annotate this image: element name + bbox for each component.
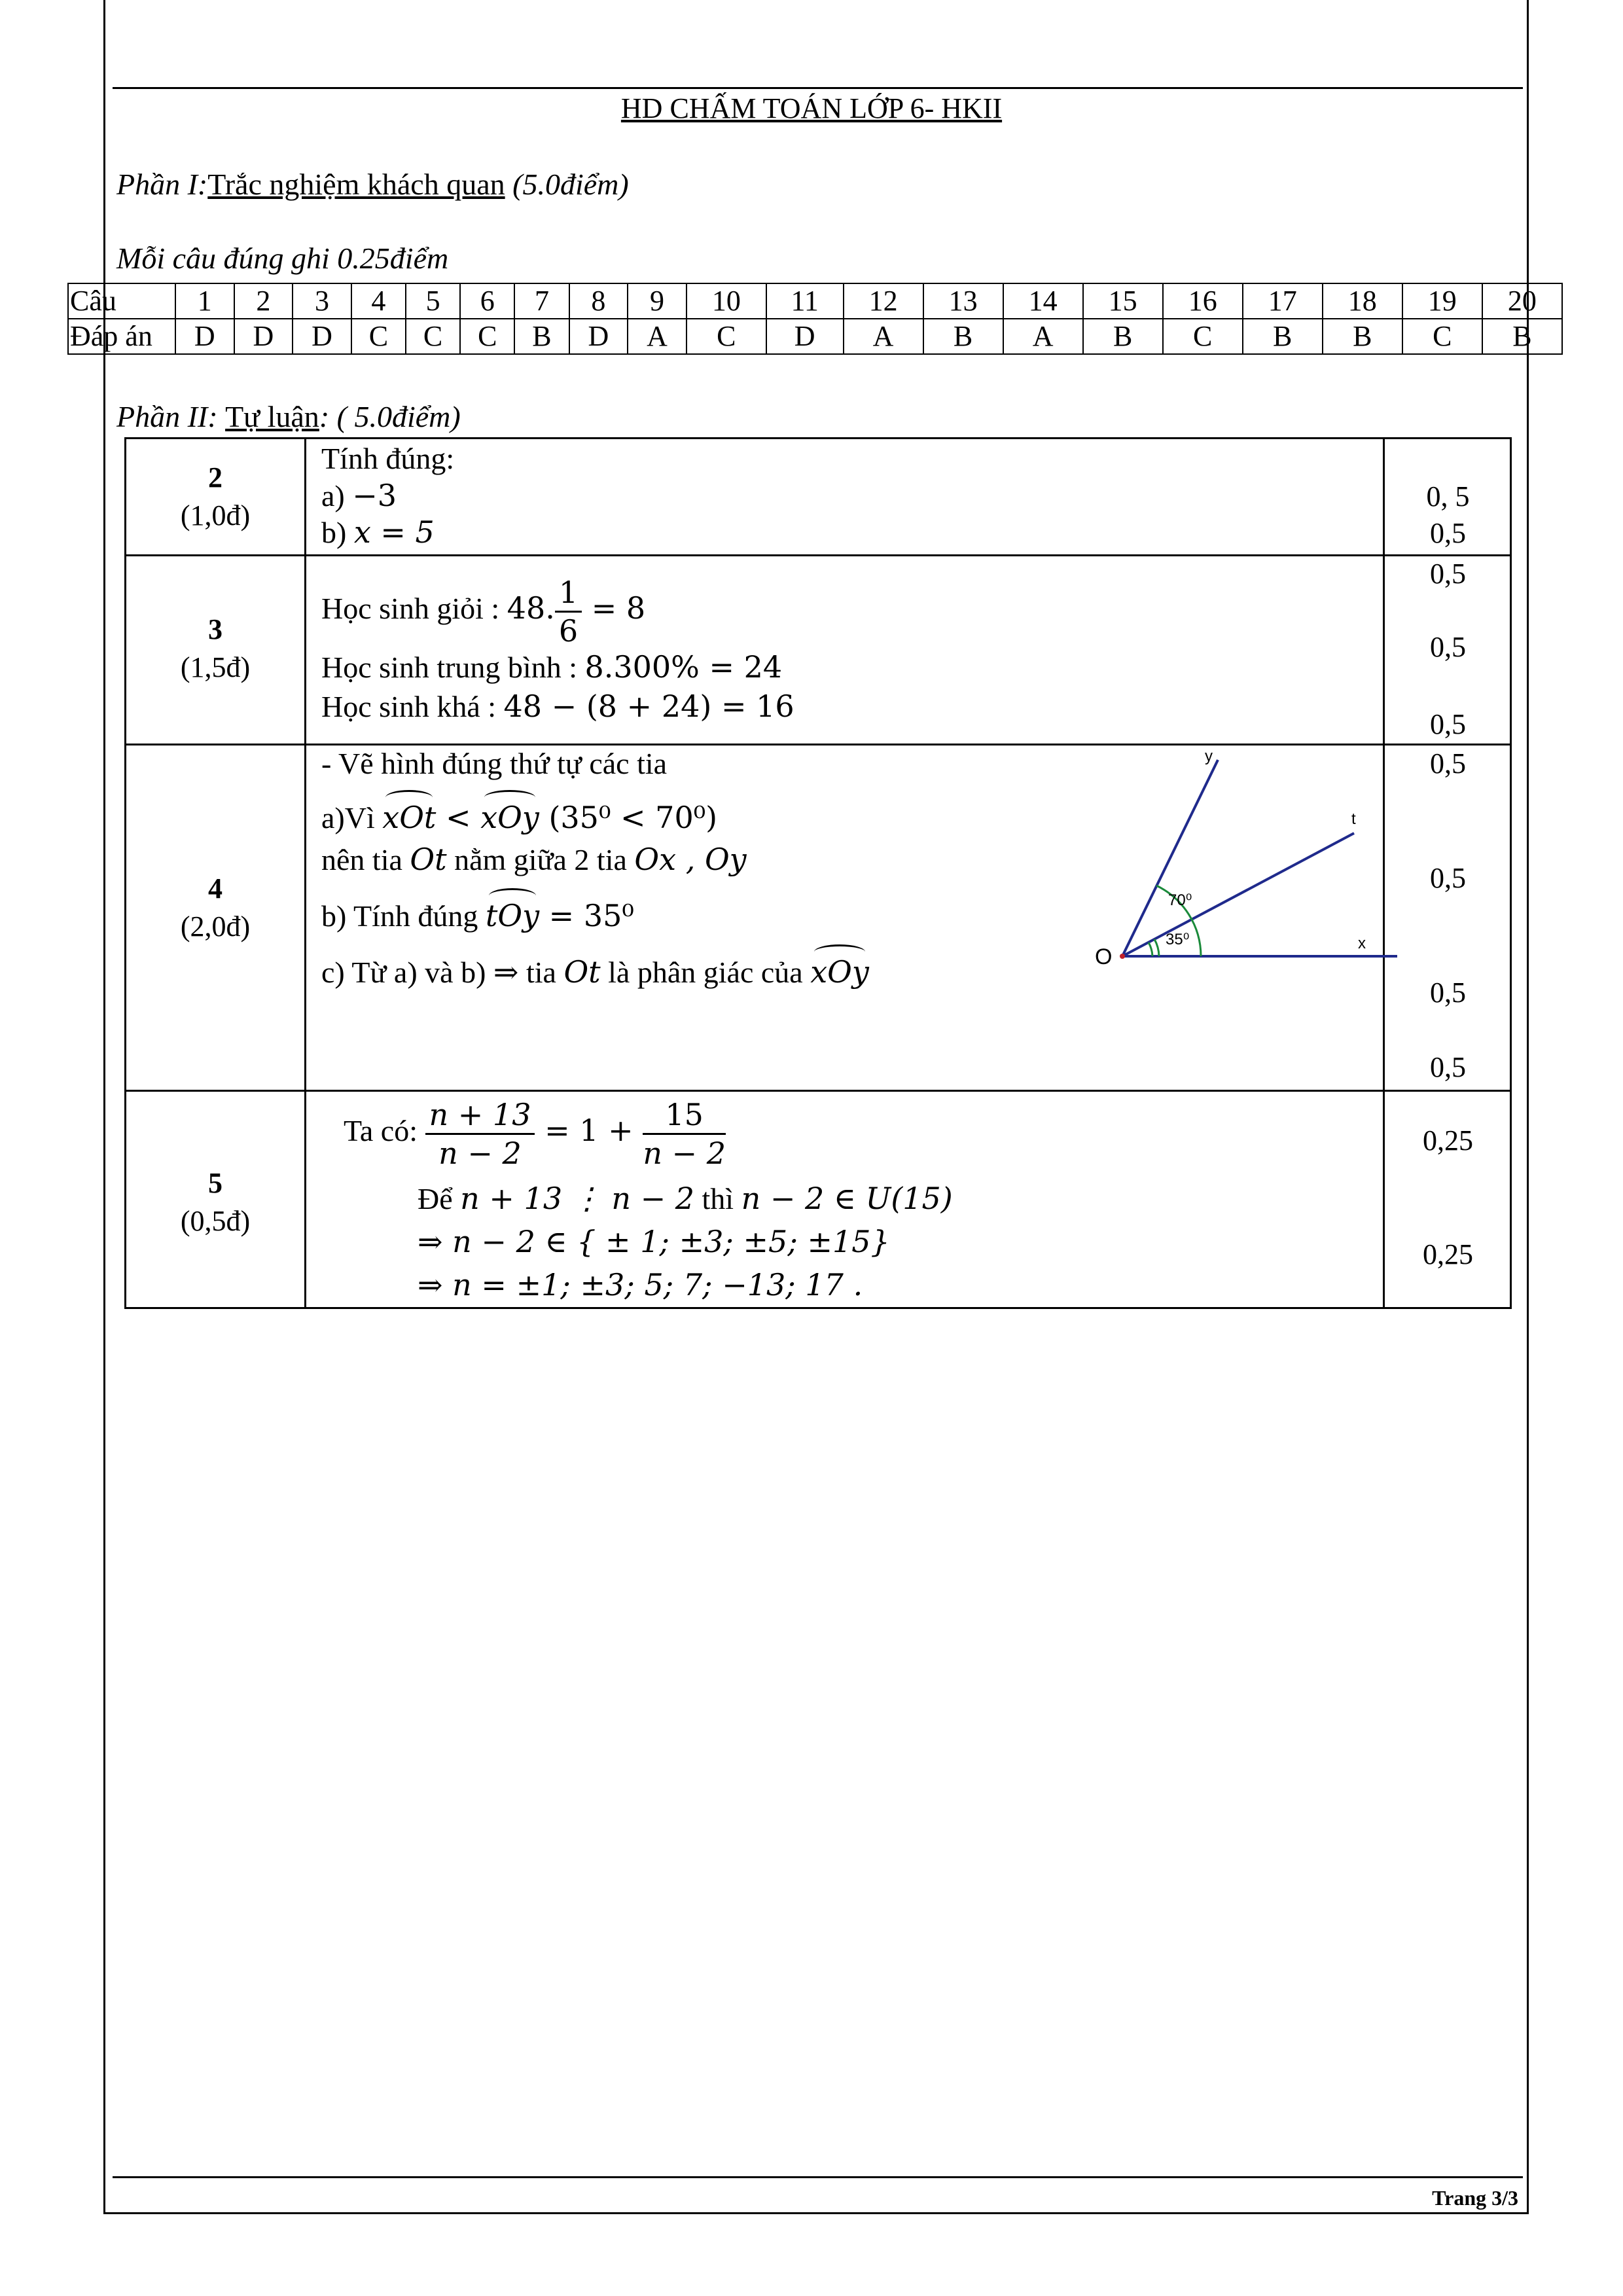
q5-points-1: 0,25 [1423, 1124, 1473, 1157]
question-number-cell: 11 [766, 283, 844, 319]
q5-line-result: ⇒ n = ±1; ±3; 5; 7; −13; 17 . [418, 1267, 863, 1302]
question-number-cell: 12 [844, 283, 923, 319]
footer-rule [113, 2176, 1523, 2178]
answer-cell: B [1323, 319, 1402, 354]
label-o: O [1095, 944, 1113, 969]
question-number-cell: 5 [406, 283, 460, 319]
answer-cell: D [234, 319, 293, 354]
q3-line-average: Học sinh trung bình : 8.300% = 24 [321, 649, 783, 685]
answer-cell: C [460, 319, 514, 354]
question-number-cell: 16 [1163, 283, 1243, 319]
column-divider [304, 439, 306, 1307]
answer-cell: B [1482, 319, 1562, 354]
q5-line-set: ⇒ n − 2 ∈ { ± 1; ±3; ±5; ±15} [418, 1224, 890, 1259]
q2-intro: Tính đúng: [321, 442, 455, 475]
question-4-cell: 4 (2,0đ) [180, 872, 251, 942]
page-number: Trang 3/3 [1432, 2186, 1518, 2210]
question-5-cell: 5 (0,5đ) [180, 1167, 251, 1237]
q2-part-a: a) −3 [321, 478, 397, 513]
question-number-cell: 17 [1243, 283, 1323, 319]
q4-line-draw: - Vẽ hình đúng thứ tự các tia [321, 747, 668, 780]
q4-points-1: 0,5 [1430, 747, 1466, 780]
question-number-cell: 8 [569, 283, 628, 319]
answer-cell: C [351, 319, 406, 354]
question-number-cell: 10 [687, 283, 766, 319]
angle-figure [1095, 747, 1422, 982]
q5-points-2: 0,25 [1423, 1238, 1473, 1270]
answer-cell: A [628, 319, 687, 354]
q4-line-c: c) Từ a) và b) ⇒ tia Ot là phân giác của xOy [321, 944, 869, 991]
q3-points-3: 0,5 [1430, 708, 1466, 740]
question-number-cell: 3 [293, 283, 351, 319]
row-divider [126, 1090, 1510, 1092]
answer-cell: B [1243, 319, 1323, 354]
q4-line-b: b) Tính đúng tOy = 35⁰ [321, 888, 634, 935]
angle-arc-xot [1154, 939, 1159, 956]
label-angle-35: 35⁰ [1166, 931, 1190, 948]
ray-ot [1122, 833, 1354, 956]
answer-cell: D [175, 319, 234, 354]
q4-points-3: 0,5 [1430, 977, 1466, 1009]
answer-cell: C [1163, 319, 1243, 354]
question-number-cell: 6 [460, 283, 514, 319]
row-label-question: Câu [68, 283, 175, 319]
angle-arc-xot-inner [1149, 942, 1152, 956]
question-3-cell: 3 (1,5đ) [180, 613, 251, 683]
question-2-cell: 2 (1,0đ) [180, 461, 251, 531]
q3-points-1: 0,5 [1430, 558, 1466, 590]
q4-points-2: 0,5 [1430, 862, 1466, 894]
answer-cell: C [687, 319, 766, 354]
question-number-cell: 7 [514, 283, 569, 319]
label-angle-70: 70⁰ [1168, 891, 1192, 909]
question-number-row [68, 283, 1562, 319]
answer-row [68, 319, 1562, 354]
q4-points-4: 0,5 [1430, 1051, 1466, 1083]
answer-table [67, 283, 1563, 355]
q5-line-identity: Ta có: $\frac{n + 13}{n - 2}$ = 1 + $\frac{15}{n - 2}$ [344, 1097, 726, 1171]
question-number-cell: 13 [923, 283, 1003, 319]
answer-cell: B [1083, 319, 1163, 354]
part1-heading: Phần I:Trắc nghiệm khách quan (5.0điểm) [116, 168, 629, 201]
question-number-cell: 19 [1402, 283, 1482, 319]
row-label-answer: Đáp án [68, 319, 175, 354]
label-y: y [1205, 747, 1213, 765]
answer-cell: A [1003, 319, 1083, 354]
q3-line-good: Học sinh giỏi : 48. $\frac{1}{6}$ = 8 [321, 575, 646, 649]
answer-cell: C [1402, 319, 1482, 354]
part1-note: Mỗi câu đúng ghi 0.25điểm [116, 242, 449, 275]
answer-cell: D [293, 319, 351, 354]
question-number-cell: 2 [234, 283, 293, 319]
answer-cell: B [514, 319, 569, 354]
essay-grading-table [124, 437, 1512, 1309]
question-number-cell: 20 [1482, 283, 1562, 319]
q5-line-divisible: Để n + 13 ⋮ n − 2 thì n − 2 ∈ U(15) [418, 1181, 953, 1216]
q4-line-a: a)Vì xOt < xOy (35⁰ < 70⁰) [321, 790, 717, 836]
bottom-rule [103, 2212, 1529, 2214]
label-t: t [1351, 810, 1356, 828]
question-number-cell: 15 [1083, 283, 1163, 319]
row-divider [126, 554, 1510, 556]
q2-points-a: 0, 5 [1426, 480, 1470, 512]
q3-line-fair: Học sinh khá : 48 − (8 + 24) = 16 [321, 689, 794, 724]
answer-cell: D [766, 319, 844, 354]
question-number-cell: 18 [1323, 283, 1402, 319]
q3-points-2: 0,5 [1430, 631, 1466, 663]
question-number-cell: 1 [175, 283, 234, 319]
question-number-cell: 9 [628, 283, 687, 319]
q4-line-between: nên tia Ot nằm giữa 2 tia Ox , Oy [321, 842, 747, 877]
question-number-cell: 4 [351, 283, 406, 319]
header-rule [113, 87, 1523, 89]
label-x: x [1358, 935, 1366, 952]
page-title: HD CHẤM TOÁN LỚP 6- HKII [620, 92, 1003, 124]
answer-cell: A [844, 319, 923, 354]
ray-oy [1122, 760, 1218, 956]
q2-part-b: b) x = 5 [321, 514, 435, 550]
answer-cell: C [406, 319, 460, 354]
q2-points-b: 0,5 [1430, 517, 1466, 549]
part2-heading: Phần II: Tự luận: ( 5.0điểm) [116, 400, 461, 433]
answer-cell: B [923, 319, 1003, 354]
question-number-cell: 14 [1003, 283, 1083, 319]
answer-cell: D [569, 319, 628, 354]
origin-point [1120, 954, 1125, 959]
